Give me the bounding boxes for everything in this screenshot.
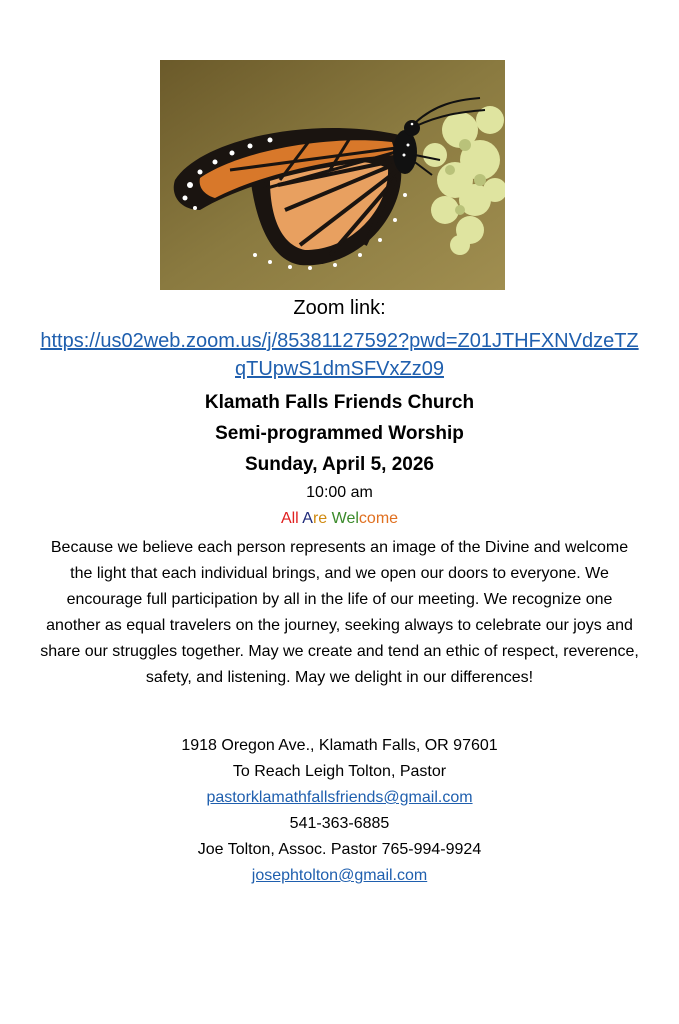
pastor-contact-line: To Reach Leigh Tolton, Pastor — [232, 763, 447, 780]
welcome-message — [0, 508, 679, 530]
worship-type: Semi-programmed Worship — [215, 423, 464, 444]
welcome-word-all: All — [280, 510, 299, 527]
welcome-letters-come: come — [358, 510, 399, 527]
monarch-butterfly-photo — [160, 60, 505, 290]
welcome-statement: Because we believe each person represents an image of the Divine and welcome the light that each individual brings, and we open our doors to everyone. We encourage full participation by all in the life of our meeting. We recognize one another as equal travelers on the journey, seeking always to celebrate our joys and share our struggles together. May we create and tend an ethic of respect, reverence, safety, and listening. May we delight in our differences! — [40, 539, 639, 686]
church-address: 1918 Oregon Ave., Klamath Falls, OR 97601 — [181, 737, 498, 754]
zoom-link-label: Zoom link: — [293, 297, 386, 319]
assoc-pastor-email-link[interactable]: josephtolton@gmail.com — [251, 867, 428, 884]
welcome-letter-a: A — [302, 510, 313, 527]
welcome-letters-re: re — [312, 510, 328, 527]
assoc-pastor-line: Joe Tolton, Assoc. Pastor 765-994-9924 — [197, 841, 482, 858]
zoom-meeting-link[interactable]: https://us02web.zoom.us/j/85381127592?pwd=Z01JTHFXNVdzeTZqTUpwS1dmSFVxZz09 — [40, 330, 639, 380]
pastor-email-row — [0, 785, 679, 811]
church-name: Klamath Falls Friends Church — [204, 392, 475, 413]
assoc-email-row — [0, 863, 679, 889]
event-time: 10:00 am — [306, 484, 373, 501]
pastor-email-link[interactable]: pastorklamathfallsfriends@gmail.com — [206, 789, 473, 806]
welcome-letters-wel: Wel — [331, 510, 359, 527]
pastor-phone: 541-363-6885 — [289, 815, 390, 832]
event-date: Sunday, April 5, 2026 — [244, 454, 435, 475]
